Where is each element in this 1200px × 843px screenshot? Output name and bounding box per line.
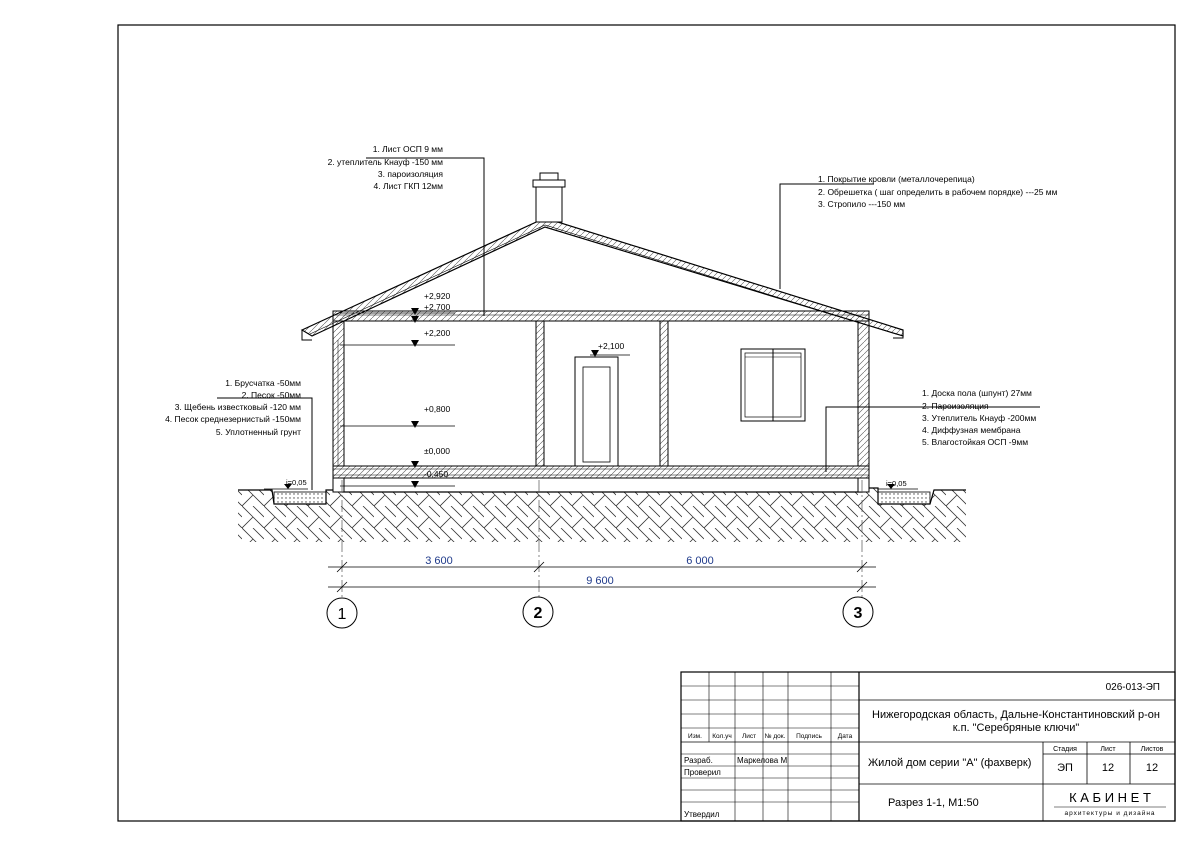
ceiling-note-2: 2. утеплитель Кнауф -150 мм [327, 157, 443, 167]
developer-name: Маркелова М [737, 756, 788, 765]
ceiling-note-3: 3. пароизоляция [377, 169, 443, 179]
leader-roof [780, 184, 789, 289]
floor-note-3: 3. Утеплитель Кнауф -200мм [922, 413, 1037, 423]
axis-label-3: 3 [853, 605, 863, 622]
axis-labels [338, 605, 863, 623]
dim-3600: 3 600 [425, 555, 453, 567]
col-izm: Изм. [688, 733, 702, 740]
sheets-value: 12 [1145, 762, 1159, 774]
role-checked: Проверил [684, 768, 721, 777]
company-name: К А Б И Н Е Т [1069, 790, 1151, 805]
leader-floor [826, 407, 915, 472]
ceiling-note-1: 1. Лист ОСП 9 мм [372, 144, 443, 154]
level-2200: +2,200 [424, 328, 451, 338]
stamp-text [684, 682, 1166, 819]
floor-note-1: 1. Доска пола (шпунт) 27мм [922, 388, 1032, 398]
ceiling-note-4: 4. Лист ГКП 12мм [373, 181, 443, 191]
wall-middle [536, 321, 544, 466]
level-0800: +0,800 [424, 404, 451, 414]
wall-right [858, 321, 869, 466]
floor-note-2: 2. Пароизоляция [922, 401, 989, 411]
role-developer: Разраб. [684, 756, 713, 765]
sheets-label: Листов [1140, 746, 1164, 753]
location-line-1: Нижегородская область, Дальне-Константиновский р-он [872, 709, 1160, 721]
stage-label: Стадия [1053, 746, 1077, 753]
pile-right [858, 478, 869, 492]
ceiling-note [328, 144, 444, 191]
roof-note-3: 3. Стропило ---150 мм [818, 199, 906, 209]
wall-partition [660, 321, 668, 466]
sheet-title: Разрез 1-1, М1:50 [888, 797, 979, 809]
ground-note-4: 4. Песок среднезернистый -150мм [165, 414, 301, 424]
company-subtitle: архитектуры и дизайна [1064, 810, 1156, 817]
sheet-value: 12 [1101, 762, 1115, 774]
level-2100: +2,100 [598, 341, 625, 351]
chimney [533, 173, 565, 222]
axis-label-2: 2 [533, 605, 543, 622]
window [741, 349, 805, 421]
slope-left: i=0,05 [286, 478, 307, 487]
col-list: Лист [741, 733, 757, 740]
leader-ground [303, 398, 312, 490]
roof-note-2: 2. Обрешетка ( шаг определить в рабочем порядке) ---25 мм [818, 187, 1058, 197]
ground-note [165, 378, 301, 437]
ground-note-2: 2. Песок -50мм [241, 390, 301, 400]
ground-note-5: 5. Уплотненный грунт [215, 427, 301, 437]
slope-labels [286, 478, 907, 488]
dim-9600: 9 600 [586, 575, 614, 587]
project-name: Жилой дом серии "А" (фахверк) [868, 757, 1032, 769]
axis-bubbles [327, 597, 873, 628]
dim-6000: 6 000 [686, 555, 714, 567]
slope-right: i=0,05 [886, 479, 907, 488]
ground-note-1: 1. Брусчатка -50мм [225, 378, 301, 388]
ground-note-3: 3. Щебень известковый -120 мм [174, 402, 301, 412]
ground [238, 488, 966, 542]
col-date: Дата [837, 733, 853, 740]
sheet-label: Лист [1100, 746, 1116, 753]
level-minus-0450: -0,450 [424, 469, 449, 479]
role-approved: Утвердил [684, 810, 720, 819]
roof-note-1: 1. Покрытие кровли (металлочерепица) [818, 174, 975, 184]
col-sign: Подпись [796, 733, 822, 740]
level-0000: ±0,000 [424, 446, 450, 456]
axis-label-1: 1 [337, 606, 347, 623]
col-kol: Кол.уч [712, 733, 732, 740]
door [575, 357, 618, 466]
floor-slab [333, 466, 869, 478]
level-2920: +2,920 [424, 291, 451, 301]
dimension-labels [425, 555, 714, 587]
doc-code: 026-013-ЭП [1105, 682, 1160, 693]
roof-note [818, 174, 1058, 209]
col-doc: № док. [764, 733, 786, 740]
floor-note-4: 4. Диффузная мембрана [922, 425, 1021, 435]
paving-right [878, 492, 930, 504]
roof [302, 218, 903, 340]
paving-left [274, 492, 326, 504]
level-2700: +2,700 [424, 302, 451, 312]
location-line-2: к.п. "Серебряные ключи" [952, 722, 1080, 734]
floor-note-5: 5. Влагостойкая ОСП -9мм [922, 437, 1029, 447]
floor-note [922, 388, 1036, 447]
stage-value: ЭП [1057, 762, 1073, 774]
wall-left [333, 321, 344, 466]
